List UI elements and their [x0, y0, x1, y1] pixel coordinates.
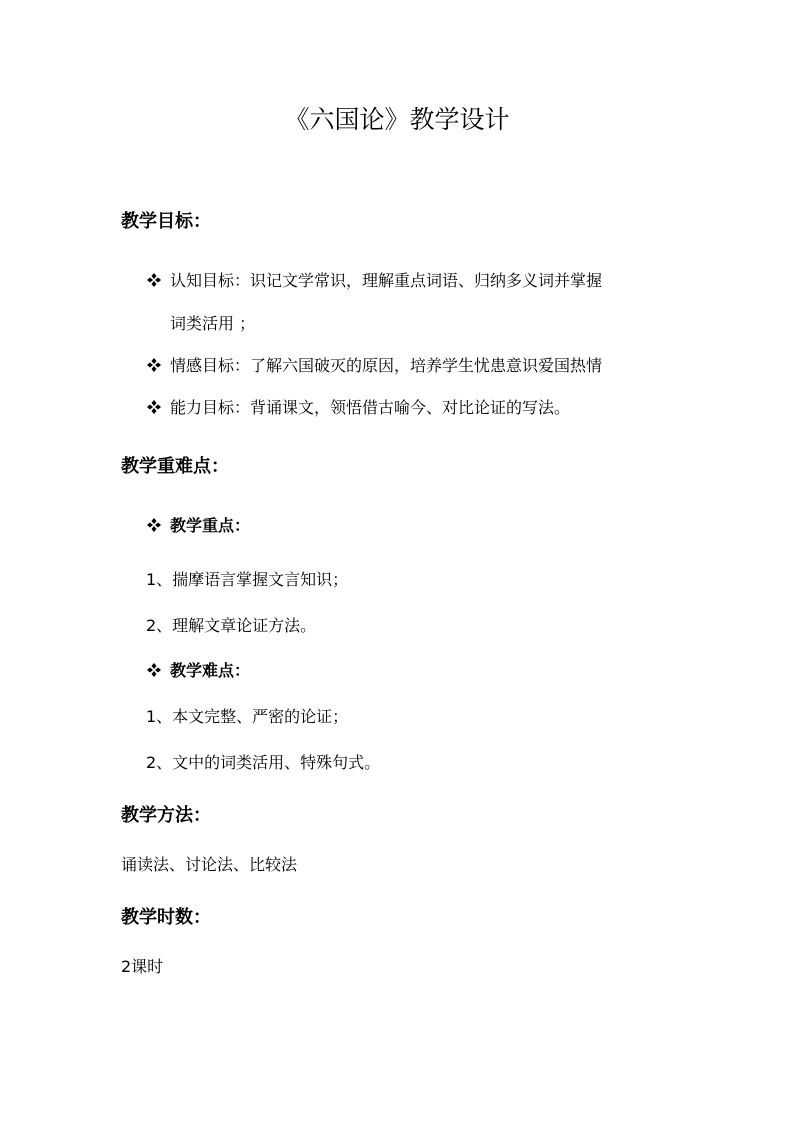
difficulty-label: 教学难点： [170, 661, 251, 680]
objectives-heading: 教学目标： [121, 211, 211, 232]
difficulty-item: 1、本文完整、严密的论证； [146, 707, 349, 726]
diamond-bullet-icon [146, 399, 162, 415]
diamond-bullet-icon [146, 357, 162, 373]
focus-item: 1、揣摩语言掌握文言知识； [146, 570, 349, 589]
diamond-bullet-icon [146, 272, 162, 288]
document-title: 《六国论》教学设计 [284, 105, 510, 134]
diamond-bullet-icon [146, 517, 162, 533]
objective-text: 能力目标：背诵课文，领悟借古喻今、对比论证的写法。 [170, 398, 571, 417]
difficulty-item: 2、文中的词类活用、特殊句式。 [146, 753, 381, 772]
focus-label: 教学重点： [170, 516, 251, 535]
focus-item: 2、理解文章论证方法。 [146, 616, 317, 635]
key-points-heading: 教学重难点： [121, 456, 229, 477]
objective-item-cognitive [146, 268, 602, 291]
objective-item-ability [146, 395, 570, 418]
objective-continuation: 词类活用 ； [170, 314, 256, 333]
difficulty-label-row [146, 658, 250, 681]
methods-text: 诵读法、讨论法、比较法 [121, 855, 298, 874]
methods-heading: 教学方法： [121, 805, 211, 826]
objective-text: 情感目标：了解六国破灭的原因，培养学生忧患意识爱国热情 [170, 356, 603, 375]
hours-text: 2课时 [121, 957, 164, 976]
objective-item-emotional [146, 353, 602, 376]
objective-text: 认知目标：识记文学常识，理解重点词语、归纳多义词并掌握 [170, 271, 603, 290]
hours-heading: 教学时数： [121, 907, 211, 928]
focus-label-row [146, 513, 250, 536]
diamond-bullet-icon [146, 662, 162, 678]
